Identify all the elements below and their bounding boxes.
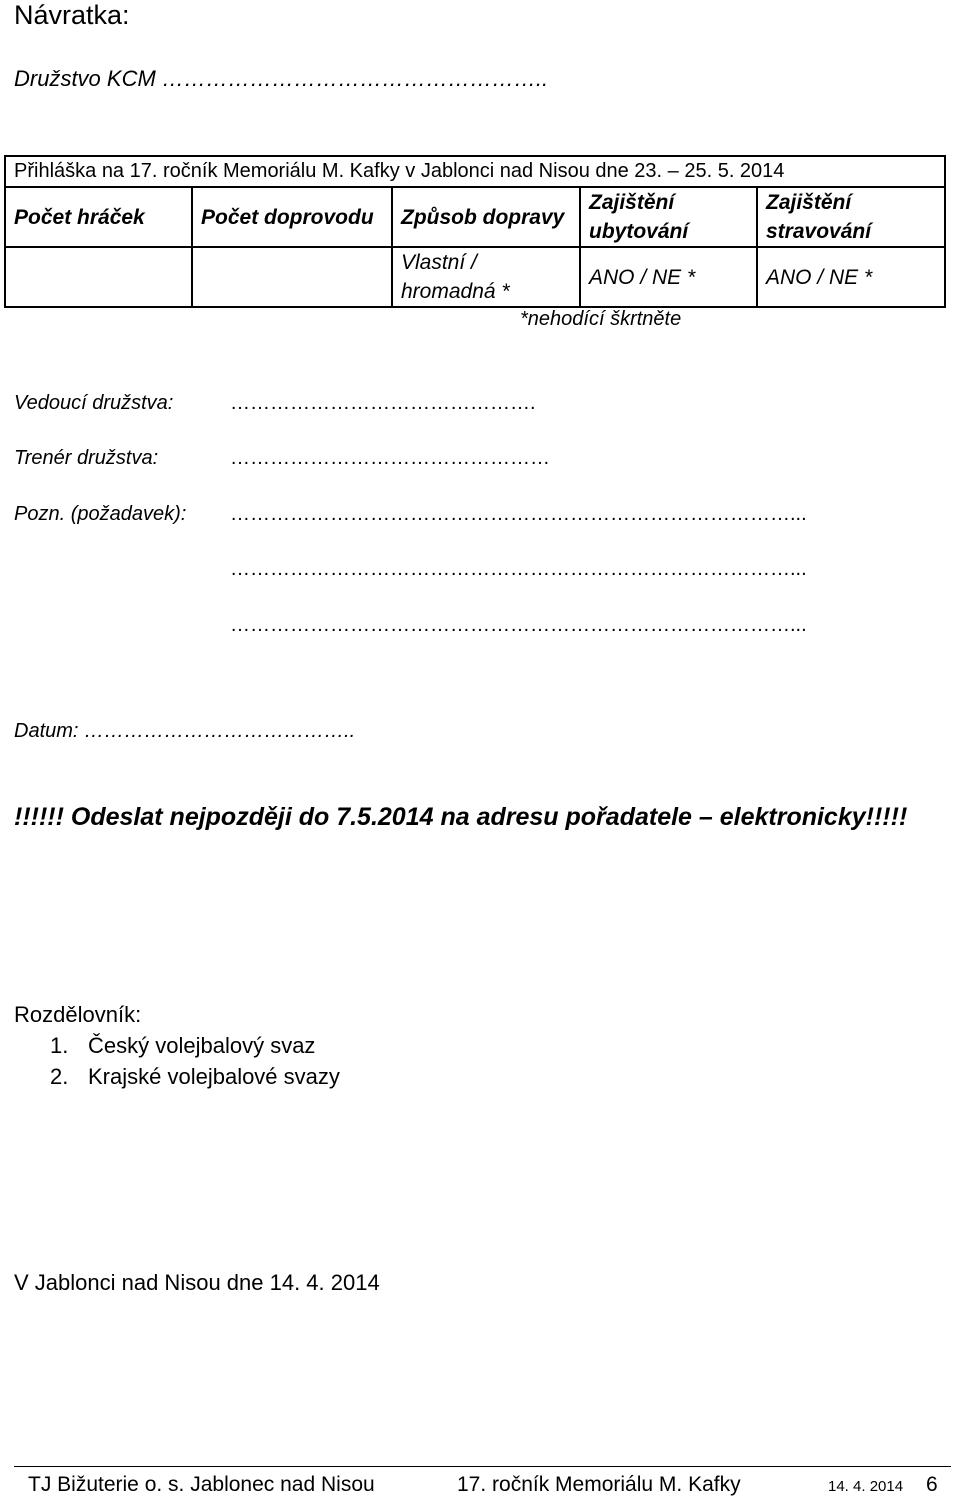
footer-divider (14, 1466, 951, 1467)
cell-transport[interactable]: Vlastní / hromadná * (392, 247, 580, 307)
coach-field[interactable]: ………………………………………… (230, 447, 550, 469)
registration-table (4, 155, 946, 308)
registration-caption: Přihláška na 17. ročník Memoriálu M. Kafky v Jablonci nad Nisou dne 23. – 25. 5. 2014 (5, 156, 945, 187)
cell-accommodation[interactable]: ANO / NE * (580, 247, 757, 307)
note-label: Pozn. (požadavek): (14, 503, 187, 525)
team-line: Družstvo KCM …………………………………………….. (14, 66, 549, 91)
strike-note: *nehodící škrtněte (520, 308, 682, 330)
table-header-row (5, 187, 945, 247)
header-catering: Zajištění stravování (757, 187, 945, 247)
footer-page-number: 6 (926, 1473, 938, 1496)
footer-date: 14. 4. 2014 (828, 1478, 904, 1495)
date-label: Datum: (14, 720, 79, 742)
list-item-number: 2. (50, 1064, 69, 1089)
coach-label: Trenér družstva: (14, 447, 159, 469)
registration-caption-row (5, 156, 945, 187)
cell-players[interactable] (5, 247, 192, 307)
list-item (50, 1061, 340, 1092)
distribution-label: Rozdělovník: (14, 1002, 142, 1027)
list-item-number: 1. (50, 1033, 69, 1058)
header-accommodation: Zajištění ubytování (580, 187, 757, 247)
footer-event: 17. ročník Memoriálu M. Kafky (457, 1473, 741, 1496)
header-players: Počet hráček (5, 187, 192, 247)
leader-label: Vedoucí družstva: (14, 392, 174, 414)
table-row (5, 247, 945, 307)
distribution-list (50, 1030, 340, 1092)
date-field[interactable]: ………………………………….. (84, 720, 356, 742)
cell-escort[interactable] (192, 247, 392, 307)
place-date: V Jablonci nad Nisou dne 14. 4. 2014 (14, 1270, 380, 1295)
footer-org: TJ Bižuterie o. s. Jablonec nad Nisou (28, 1473, 375, 1496)
header-transport: Způsob dopravy (392, 187, 580, 247)
page-title: Návratka: (14, 0, 130, 30)
list-item (50, 1030, 340, 1061)
cell-catering[interactable]: ANO / NE * (757, 247, 945, 307)
list-item-text: Krajské volejbalové svazy (88, 1064, 340, 1089)
header-escort: Počet doprovodu (192, 187, 392, 247)
list-item-text: Český volejbalový svaz (88, 1033, 316, 1058)
leader-field[interactable]: ………………………………………. (230, 392, 536, 414)
note-field[interactable]: …………………………………………………………………………... (230, 503, 807, 525)
date-line (14, 720, 355, 743)
note-field-line-3[interactable]: …………………………………………………………………………... (230, 614, 807, 636)
note-field-line-2[interactable]: …………………………………………………………………………... (230, 558, 807, 580)
deadline-warning: !!!!!! Odeslat nejpozději do 7.5.2014 na adresu pořadatele – elektronicky!!!!! (14, 803, 908, 831)
